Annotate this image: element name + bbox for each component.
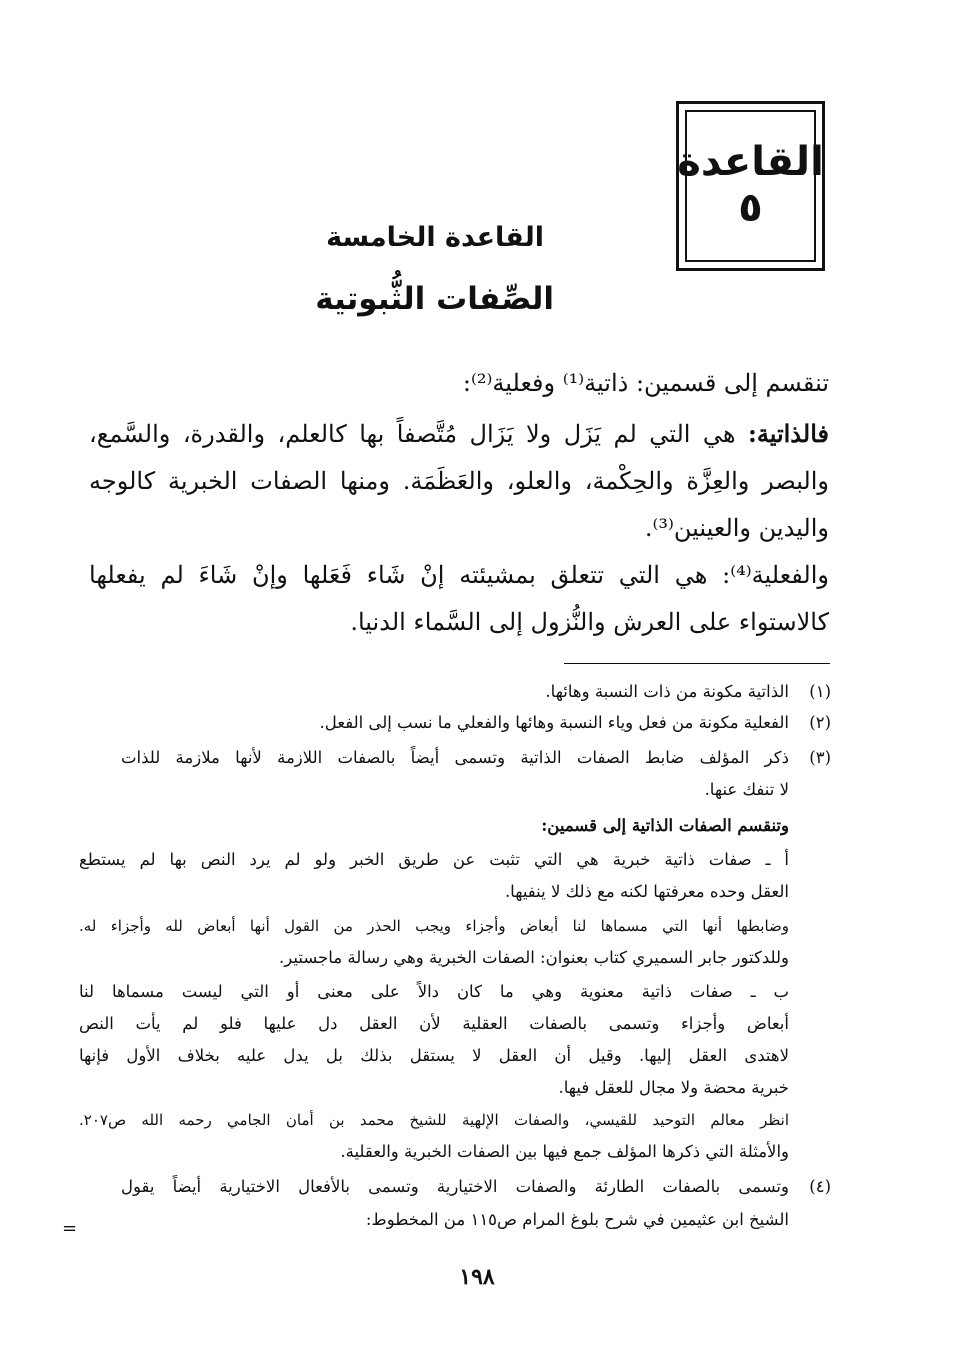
footnote-number: (١) <box>809 682 831 701</box>
footnote-number: (٢) <box>809 713 831 732</box>
footnote-line: وضابطها أنها التي مسماها لنا أبعاض وأجزاء ويجب الحذر من القول أنها أبعاض لله وأجزاء له. <box>79 917 789 935</box>
rule-number-box <box>676 101 825 271</box>
footnote-line: الفعلية مكونة من فعل وياء النسبة وهائها والفعلي ما نسب إلى الفعل. <box>319 713 789 732</box>
footnote-line: العقل وحده معرفتها لكنه مع ذلك لا ينفيها. <box>504 882 789 901</box>
body-paragraph-dhatiya <box>89 410 829 552</box>
footnote-number: (٣) <box>809 748 831 767</box>
rule-box-number: ٥ <box>738 185 763 231</box>
rule-box-label: القاعدة <box>677 139 824 185</box>
footnote-separator <box>564 663 830 664</box>
dhatiya-text: هي التي لم يَزَل ولا يَزَال مُتَّصفاً بها كالعلم، والقدرة، والسَّمع، والبصر والعِزَّة والحِكْمة، والعلو، والعَظَمَة. ومنها الصفات الخبرية كالوجه واليدين والعينين⁽³⁾. <box>89 420 829 542</box>
footnote-line: لا تنفك عنها. <box>704 780 789 799</box>
footnote-line: أبعاض وأجزاء وتسمى بالصفات العقلية لأن العقل دل عليها فلو لم يأت النص <box>79 1014 789 1033</box>
footnote-line: أ ـ صفات ذاتية خبرية هي التي تثبت عن طريق الخبر ولو لم يرد النص بها لم يستطع <box>79 850 789 869</box>
footnote-line: وللدكتور جابر السميري كتاب بعنوان: الصفات الخبرية وهي رسالة ماجستير. <box>279 948 789 967</box>
footnote-line: ب ـ صفات ذاتية معنوية وهي ما كان دالاً على معنى أو التي ليست مسماها لنا <box>79 982 789 1001</box>
footnote-line: انظر معالم التوحيد للقيسي، والصفات الإلهية للشيخ محمد بن أمان الجامي رحمه الله ص٢٠٧. <box>79 1111 789 1129</box>
body-intro: تنقسم إلى قسمين: ذاتية⁽¹⁾ وفعلية⁽²⁾: <box>462 369 829 397</box>
page-number: ١٩٨ <box>459 1264 495 1290</box>
continuation-mark: = <box>62 1218 78 1239</box>
footnote-line: الذاتية مكونة من ذات النسبة وهائها. <box>545 682 789 701</box>
dhatiya-lead: فالذاتية: <box>747 419 829 448</box>
footnote-number: (٤) <box>809 1177 831 1196</box>
footnote-line: خبرية محضة ولا مجال للعقل فيها. <box>558 1078 789 1097</box>
footnote-line: والأمثلة التي ذكرها المؤلف جمع فيها بين الصفات الخبرية والعقلية. <box>340 1142 789 1161</box>
footnote-line: لاهتدى العقل إليها. وقيل أن العقل لا يستقل بذلك بل يدل عليه بخلاف الأول فإنها <box>79 1046 789 1065</box>
footnote-line: الشيخ ابن عثيمين في شرح بلوغ المرام ص١١٥ من المخطوط: <box>365 1210 789 1229</box>
footnote-subheading: وتنقسم الصفات الذاتية إلى قسمين: <box>541 816 789 835</box>
body-paragraph-feliya: والفعلية⁽⁴⁾: هي التي تتعلق بمشيئته إنْ شَاء فَعَلها وإنْ شَاءَ لم يفعلها كالاستواء على العرش والنُّزول إلى السَّماء الدنيا. <box>89 561 829 636</box>
chapter-subtitle: الصِّفات الثُّبوتية <box>315 281 554 317</box>
footnote-line: وتسمى بالصفات الطارئة والصفات الاختيارية وتسمى بالأفعال الاختيارية أيضاً يقول <box>121 1177 789 1196</box>
footnote-line: ذكر المؤلف ضابط الصفات الذاتية وتسمى أيضاً بالصفات اللازمة لأنها ملازمة للذات <box>121 748 789 767</box>
chapter-title: القاعدة الخامسة <box>326 222 544 253</box>
